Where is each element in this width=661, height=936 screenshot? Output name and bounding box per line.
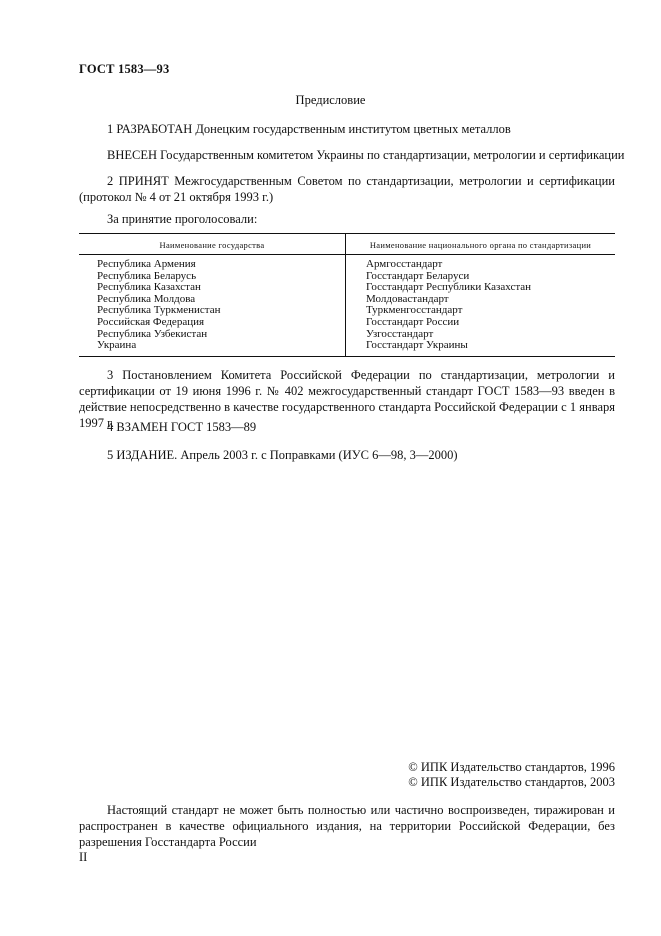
- table-cell-body: Армгосстандарт: [366, 258, 443, 270]
- paragraph-introduced: ВНЕСЕН Государственным комитетом Украины по стандартизации, метрологии и сертификации: [107, 148, 625, 162]
- paragraph-adopted: 2 ПРИНЯТ Межгосударственным Советом по стандартизации, метрологии и сертификации (протокол № 4 от 21 октября 1993 г.): [79, 174, 615, 204]
- page-number: II: [79, 850, 88, 864]
- table-header-body: Наименование национального органа по стандартизации: [369, 240, 592, 250]
- table-cell-state: Республика Беларусь: [97, 269, 197, 282]
- table-header: [79, 234, 615, 255]
- voting-table: [79, 233, 615, 357]
- table-cell-state: Республика Туркменистан: [97, 304, 221, 317]
- table-cell-body: Госстандарт России: [366, 315, 460, 328]
- paragraph-edition: 5 ИЗДАНИЕ. Апрель 2003 г. с Поправками (ИУС 6—98, 3—2000): [107, 448, 458, 462]
- table-cell-state: Российская Федерация: [97, 315, 205, 328]
- paragraph-developed: 1 РАЗРАБОТАН Донецким государственным институтом цветных металлов: [107, 122, 511, 136]
- copyright-2003: © ИПК Издательство стандартов, 2003: [408, 775, 615, 789]
- table-cell-body: Госстандарт Беларуси: [366, 269, 470, 282]
- table-cell-body: Молдовастандарт: [366, 292, 449, 305]
- section-title: Предисловие: [295, 93, 366, 107]
- table-column-states: [97, 259, 337, 352]
- table-cell-body: Госстандарт Республики Казахстан: [366, 281, 532, 294]
- paragraph-resolution: 3 Постановлением Комитета Российской Федерации по стандартизации, метрологии и сертификации от 19 июня 1996 г. № 402 межгосударственный стандарт ГОСТ 1583—93 введен в действие непосредственно в качестве государственного стандарта Российской Федерации с 1 января 1997 г.: [79, 368, 615, 430]
- copyright-1996: © ИПК Издательство стандартов, 1996: [408, 760, 615, 774]
- table-header-state: Наименование государства: [159, 240, 265, 250]
- table-cell-state: Республика Узбекистан: [97, 327, 208, 340]
- table-cell-body: Узгосстандарт: [366, 327, 434, 340]
- table-cell-body: Туркменгосстандарт: [366, 304, 463, 317]
- table-cell-state: Республика Молдова: [97, 292, 196, 305]
- paragraph-voted: За принятие проголосовали:: [107, 212, 258, 226]
- table-cell-body: Госстандарт Украины: [366, 339, 468, 352]
- table-column-bodies: [366, 259, 611, 352]
- table-cell-state: Республика Казахстан: [97, 281, 201, 294]
- table-cell-state: Республика Армения: [97, 258, 196, 270]
- reproduction-notice: Настоящий стандарт не может быть полностью или частично воспроизведен, тиражирован и распространен в качестве официального издания, на территории Российской Федерации, без разрешения Госстандарта России: [79, 803, 615, 849]
- table-cell-state: Украина: [97, 339, 137, 352]
- document-code: ГОСТ 1583—93: [79, 62, 170, 76]
- paragraph-replaces: 4 ВЗАМЕН ГОСТ 1583—89: [107, 420, 257, 434]
